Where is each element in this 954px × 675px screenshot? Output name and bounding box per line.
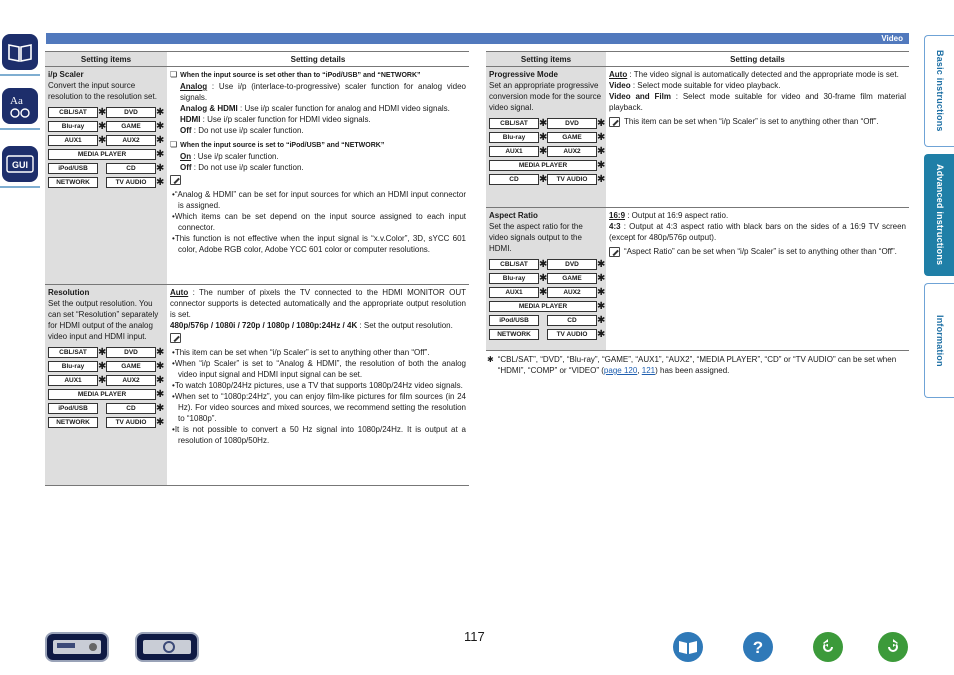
svg-text:?: ? (752, 638, 764, 657)
svg-text:Aa: Aa (10, 95, 23, 107)
page-number: 117 (464, 629, 485, 644)
source-grid: CBL/SAT ✱ DVD ✱ Blu-ray ✱ GAME ✱ AUX1 ✱ AUX2 ✱ MEDIA PLAYER ✱ iPod/USB CD ✱ NETWORK TV AUDIO ✱ (48, 347, 164, 428)
section-title: Video (881, 34, 903, 43)
column-header-items: Setting items (45, 52, 167, 66)
column-header-details: Setting details (290, 55, 346, 64)
condition-heading: ❏ When the input source is set other than to “iPod/USB” and “NETWORK” (170, 69, 466, 81)
note-icon (609, 247, 620, 257)
tab-basic-instructions[interactable]: Basic instructions (924, 35, 954, 147)
left-settings-table (45, 51, 469, 486)
tab-advanced-instructions[interactable]: Advanced instructions (924, 154, 954, 276)
item-description: Set the output resolution. You can set “Resolution” separately for HDMI output of the analog video input and HDMI input. (48, 299, 159, 341)
gui-icon[interactable] (2, 146, 38, 182)
note-item: • It is not possible to convert a 50 Hz signal into 1080p/24Hz. It is output at a resolution of 1080p/50Hz. (170, 424, 466, 446)
note-item: This item can be set when “i/p Scaler” is set to anything other than “Off”. (624, 117, 879, 126)
note-icon (170, 175, 181, 185)
item-title: Resolution (48, 288, 90, 297)
front-panel-button[interactable] (45, 632, 109, 662)
display-button[interactable] (135, 632, 199, 662)
page-link-120[interactable]: page 120 (603, 366, 638, 375)
item-description: Convert the input source resolution to the resolution set. (48, 81, 157, 101)
text-size-icon[interactable] (2, 88, 38, 124)
contents-book-icon[interactable] (673, 632, 703, 662)
page-link-121[interactable]: 121 (641, 366, 656, 375)
source-grid: CBL/SAT ✱ DVD ✱ Blu-ray ✱ GAME ✱ AUX1 ✱ AUX2 ✱ MEDIA PLAYER ✱ iPod/USB CD ✱ NETWORK TV AUDIO ✱ (489, 259, 603, 340)
note-item: • When set to “1080p:24Hz”, you can enjoy film-like pictures for film sources (in 24 Hz). For video sources and mixed sources, we recommend setting the resolution to “1080p”. (170, 391, 466, 424)
note-item: • “Analog & HDMI” can be set for input sources for which an HDMI input connector is assigned. (170, 189, 466, 211)
table-row: Progressive Mode Set an appropriate progressive conversion mode for the source video signal. CBL/SAT ✱ DVD ✱ Blu-ray ✱ GAME ✱ AUX1 ✱ AUX2 ✱ MEDIA PLAYER ✱ CD ✱ TV AUDIO ✱ Auto : The video signal is automatically detected and the appropriate mode is set. Video : Select mode suitable for video playback. Video and Film : Select mode suitable for video and 30-frame film material playback. This item can be set when “i/p Scaler” is set to anything other than “Off”. (486, 67, 909, 208)
note-icon (170, 333, 181, 343)
note-item: • Which items can be set depend on the input source assigned to each input connector. (170, 211, 466, 233)
note-item: • This function is not effective when the input signal is “x.v.Color”, 3D, sYCC 601 color, Adobe RGB color, Adobe YCC 601 color or computer resolutions. (170, 233, 466, 255)
item-title: Aspect Ratio (489, 211, 538, 220)
right-settings-table (486, 51, 909, 351)
note-icon (609, 117, 620, 127)
gui-label: GUI (11, 160, 29, 170)
note-item: “Aspect Ratio” can be set when “i/p Scaler” is set to anything other than “Off”. (624, 247, 897, 256)
tab-information[interactable]: Information (924, 283, 954, 398)
item-description: Set an appropriate progressive conversion mode for the source video signal. (489, 81, 602, 112)
note-item: • This item can be set when “i/p Scaler” is set to anything other than “Off”. (170, 347, 466, 358)
footnote: ✱ “CBL/SAT”, “DVD”, “Blu-ray”, “GAME”, “AUX1”, “AUX2”, “MEDIA PLAYER”, “CD” or “TV AUDIO” can be set when “HDMI”, “COMP” or “VIDEO” (page 120, 121) has been assigned. (487, 355, 897, 375)
section-header (46, 33, 909, 44)
condition-heading: ❏ When the input source is set to “iPod/USB” and “NETWORK” (170, 139, 466, 151)
help-icon[interactable] (743, 632, 773, 662)
table-row: i/p Scaler Convert the input source resolution to the resolution set. CBL/SAT ✱ DVD ✱ Blu-ray ✱ GAME ✱ AUX1 ✱ AUX2 ✱ MEDIA PLAYER ✱ iPod/USB CD ✱ NETWORK TV AUDIO ✱ ❏ When the input source is set other than to “iPod/USB” and “NETWORK” Analog : Use i/p (interlace-to-progressive) scaler function for analog video signals. Analog & HDMI : Use i/p scaler function for analog and HDMI video signals. HDMI : Use i/p scaler function for HDMI video signals. Off : Do not use i/p scaler function. ❏ When the input source is set to “iPod/USB” and “NETWORK” On : Use i/p scaler function. Off : Do not use i/p scaler function. • “Analog & HDMI” can be set for input sources for which an HDMI input connector is assigned. • Which items can be set depend on the input source assigned to each input connector. • This function is not effective when the input signal is “x.v.Color”, 3D, sYCC 601 color, Adobe RGB color, Adobe YCC 601 color or computer resolutions. (45, 67, 469, 285)
note-item: • When “i/p Scaler” is set to “Analog & HDMI”, the resolution of both the analog video input signal and HDMI input signal can be set. (170, 358, 466, 380)
table-row: Resolution Set the output resolution. You can set “Resolution” separately for HDMI output of the analog video input and HDMI input. CBL/SAT ✱ DVD ✱ Blu-ray ✱ GAME ✱ AUX1 ✱ AUX2 ✱ MEDIA PLAYER ✱ iPod/USB CD ✱ NETWORK TV AUDIO ✱ Auto : The number of pixels the TV connected to the HDMI MONITOR OUT connector supports is detected automatically and the appropriate output resolution is set. 480p/576p / 1080i / 720p / 1080p / 1080p:24Hz / 4K : Set the output resolution. • This item can be set when “i/p Scaler” is set to anything other than “Off”. • When “i/p Scaler” is set to “Analog & HDMI”, the resolution of both the analog video input signal and HDMI input signal can be set. • To watch 1080p/24Hz pictures, use a TV that supports 1080p/24Hz video signals. • When set to “1080p:24Hz”, you can enjoy film-like pictures for film sources (in 24 Hz). For video sources and mixed sources, we recommend setting the resolution to “1080p”. • It is not possible to convert a 50 Hz signal into 1080p/24Hz. It is output at a resolution of 1080p/50Hz. (45, 285, 469, 486)
footnote-mark: ✱ (487, 355, 494, 364)
item-description: Set the aspect ratio for the video signals output to the HDMI. (489, 222, 583, 253)
source-grid: CBL/SAT ✱ DVD ✱ Blu-ray ✱ GAME ✱ AUX1 ✱ AUX2 ✱ MEDIA PLAYER ✱ CD ✱ TV AUDIO ✱ (489, 118, 603, 185)
book-icon[interactable] (2, 34, 38, 70)
item-title: Progressive Mode (489, 70, 558, 79)
source-grid: CBL/SAT ✱ DVD ✱ Blu-ray ✱ GAME ✱ AUX1 ✱ AUX2 ✱ MEDIA PLAYER ✱ iPod/USB CD ✱ NETWORK TV AUDIO ✱ (48, 107, 164, 188)
column-header-details: Setting details (730, 55, 785, 64)
forward-icon[interactable] (878, 632, 908, 662)
column-header-items: Setting items (486, 52, 606, 66)
note-item: • To watch 1080p/24Hz pictures, use a TV that supports 1080p/24Hz video signals. (170, 380, 466, 391)
table-row: Aspect Ratio Set the aspect ratio for the video signals output to the HDMI. CBL/SAT ✱ DVD ✱ Blu-ray ✱ GAME ✱ AUX1 ✱ AUX2 ✱ MEDIA PLAYER ✱ iPod/USB CD ✱ NETWORK TV AUDIO ✱ 16:9 : Output at 16:9 aspect ratio. 4:3 : Output at 4:3 aspect ratio with black bars on the sides of a 16:9 TV screen (except for 480p/576p output). “Aspect Ratio” can be set when “i/p Scaler” is set to anything other than “Off”. (486, 208, 909, 351)
item-title: i/p Scaler (48, 70, 84, 79)
back-icon[interactable] (813, 632, 843, 662)
